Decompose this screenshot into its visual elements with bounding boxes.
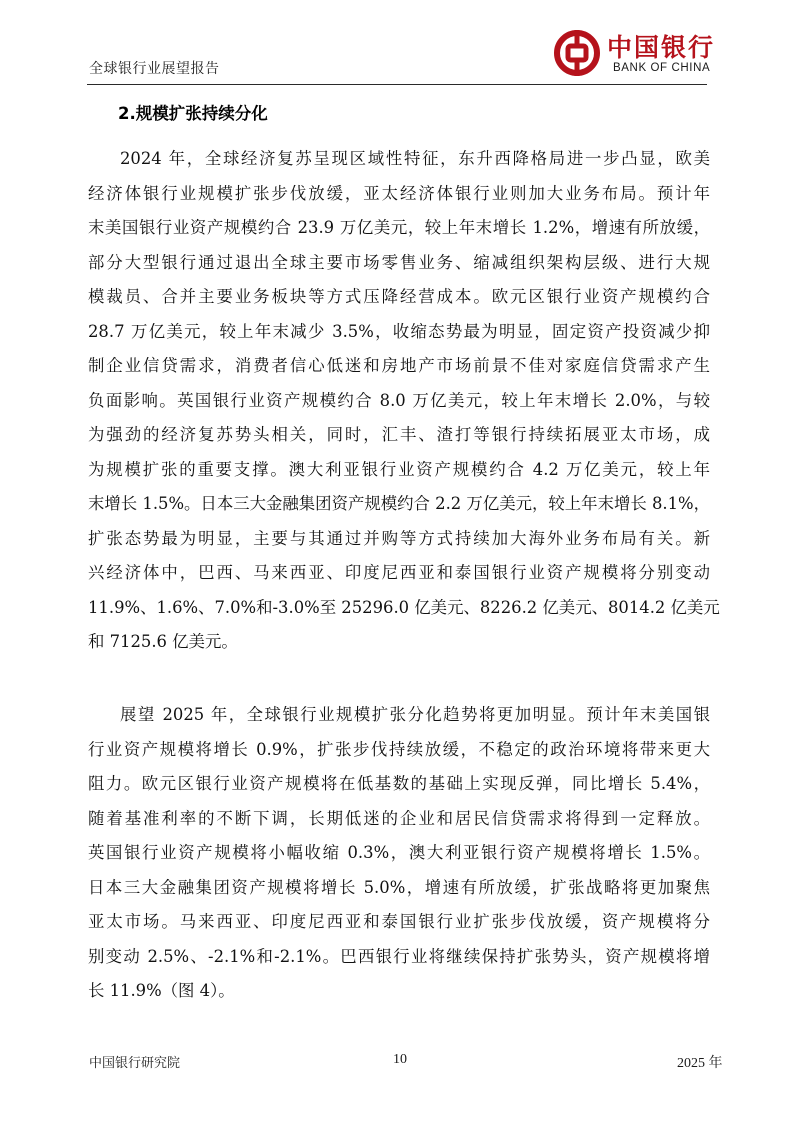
- logo-name-cn: 中国银行: [607, 33, 716, 62]
- paragraph-line: 末美国银行业资产规模约合 23.9 万亿美元，较上年末增长 1.2%，增速有所放缓，: [88, 218, 710, 237]
- bank-of-china-emblem-icon: [553, 29, 601, 77]
- header-divider: [87, 84, 707, 85]
- paragraph-line: 为强劲的经济复苏势头相关，同时，汇丰、渣打等银行持续拓展亚太市场，成: [88, 425, 710, 444]
- paragraph-line: 部分大型银行通过退出全球主要市场零售业务、缩减组织架构层级、进行大规: [88, 252, 710, 272]
- paragraph-line: 2024 年，全球经济复苏呈现区域性特征，东升西降格局进一步凸显，欧美: [120, 149, 710, 168]
- paragraph-line: 负面影响。英国银行业资产规模约合 8.0 万亿美元，较上年末增长 2.0%，与较: [88, 390, 710, 410]
- footer-year: 2025 年: [677, 1056, 723, 1071]
- paragraph-line: 28.7 万亿美元，较上年末减少 3.5%，收缩态势最为明显，固定资产投资减少抑: [88, 321, 710, 341]
- paragraph-line: 兴经济体中，巴西、马来西亚、印度尼西亚和泰国银行业资产规模将分别变动: [88, 563, 710, 582]
- bank-logo: [553, 26, 716, 80]
- page-number: 10: [393, 1052, 407, 1067]
- paragraph-line: 行业资产规模将增长 0.9%，扩张步伐持续放缓，不稳定的政治环境将带来更大: [88, 739, 710, 759]
- paragraph-line: 展望 2025 年，全球银行业规模扩张分化趋势将更加明显。预计年末美国银: [120, 705, 710, 724]
- paragraph-1: [88, 142, 720, 660]
- paragraph-line: 长 11.9%（图 4）。: [88, 981, 235, 1000]
- paragraph-line: 亚太市场。马来西亚、印度尼西亚和泰国银行业扩张步伐放缓，资产规模将分: [88, 912, 710, 931]
- paragraph-line: 为规模扩张的重要支撑。澳大利亚银行业资产规模约合 4.2 万亿美元，较上年: [88, 459, 710, 479]
- paragraph-line: 经济体银行业规模扩张步伐放缓，亚太经济体银行业则加大业务布局。预计年: [88, 183, 710, 203]
- paragraph-line: 和 7125.6 亿美元。: [88, 632, 238, 651]
- paragraph-line: 扩张态势最为明显，主要与其通过并购等方式持续加大海外业务布局有关。新: [88, 528, 710, 548]
- logo-name-en: BANK OF CHINA: [613, 62, 711, 74]
- paragraph-line: 英国银行业资产规模将小幅收缩 0.3%，澳大利亚银行资产规模将增长 1.5%。: [88, 843, 710, 862]
- report-title: 全球银行业展望报告: [89, 61, 220, 77]
- paragraph-2: [88, 698, 710, 1009]
- paragraph-line: 末增长 1.5%。日本三大金融集团资产规模约合 2.2 万亿美元，较上年末增长 8.1%，: [88, 494, 710, 513]
- paragraph-line: 制企业信贷需求，消费者信心低迷和房地产市场前景不佳对家庭信贷需求产生: [88, 356, 710, 375]
- paragraph-line: 阻力。欧元区银行业资产规模将在低基数的基础上实现反弹，同比增长 5.4%，: [88, 774, 710, 793]
- footer-institute: 中国银行研究院: [89, 1056, 181, 1071]
- section-heading: 2.规模扩张持续分化: [118, 104, 268, 123]
- paragraph-line: 模裁员、合并主要业务板块等方式压降经营成本。欧元区银行业资产规模约合: [88, 287, 710, 306]
- paragraph-line: 日本三大金融集团资产规模将增长 5.0%，增速有所放缓，扩张战略将更加聚焦: [88, 877, 710, 897]
- paragraph-line: 随着基准利率的不断下调，长期低迷的企业和居民信贷需求将得到一定释放。: [88, 808, 710, 828]
- paragraph-line: 别变动 2.5%、-2.1%和-2.1%。巴西银行业将继续保持扩张势头，资产规模将增: [88, 946, 710, 966]
- paragraph-line: 11.9%、1.6%、7.0%和-3.0%至 25296.0 亿美元、8226.2 亿美元、8014.2 亿美元: [88, 597, 720, 617]
